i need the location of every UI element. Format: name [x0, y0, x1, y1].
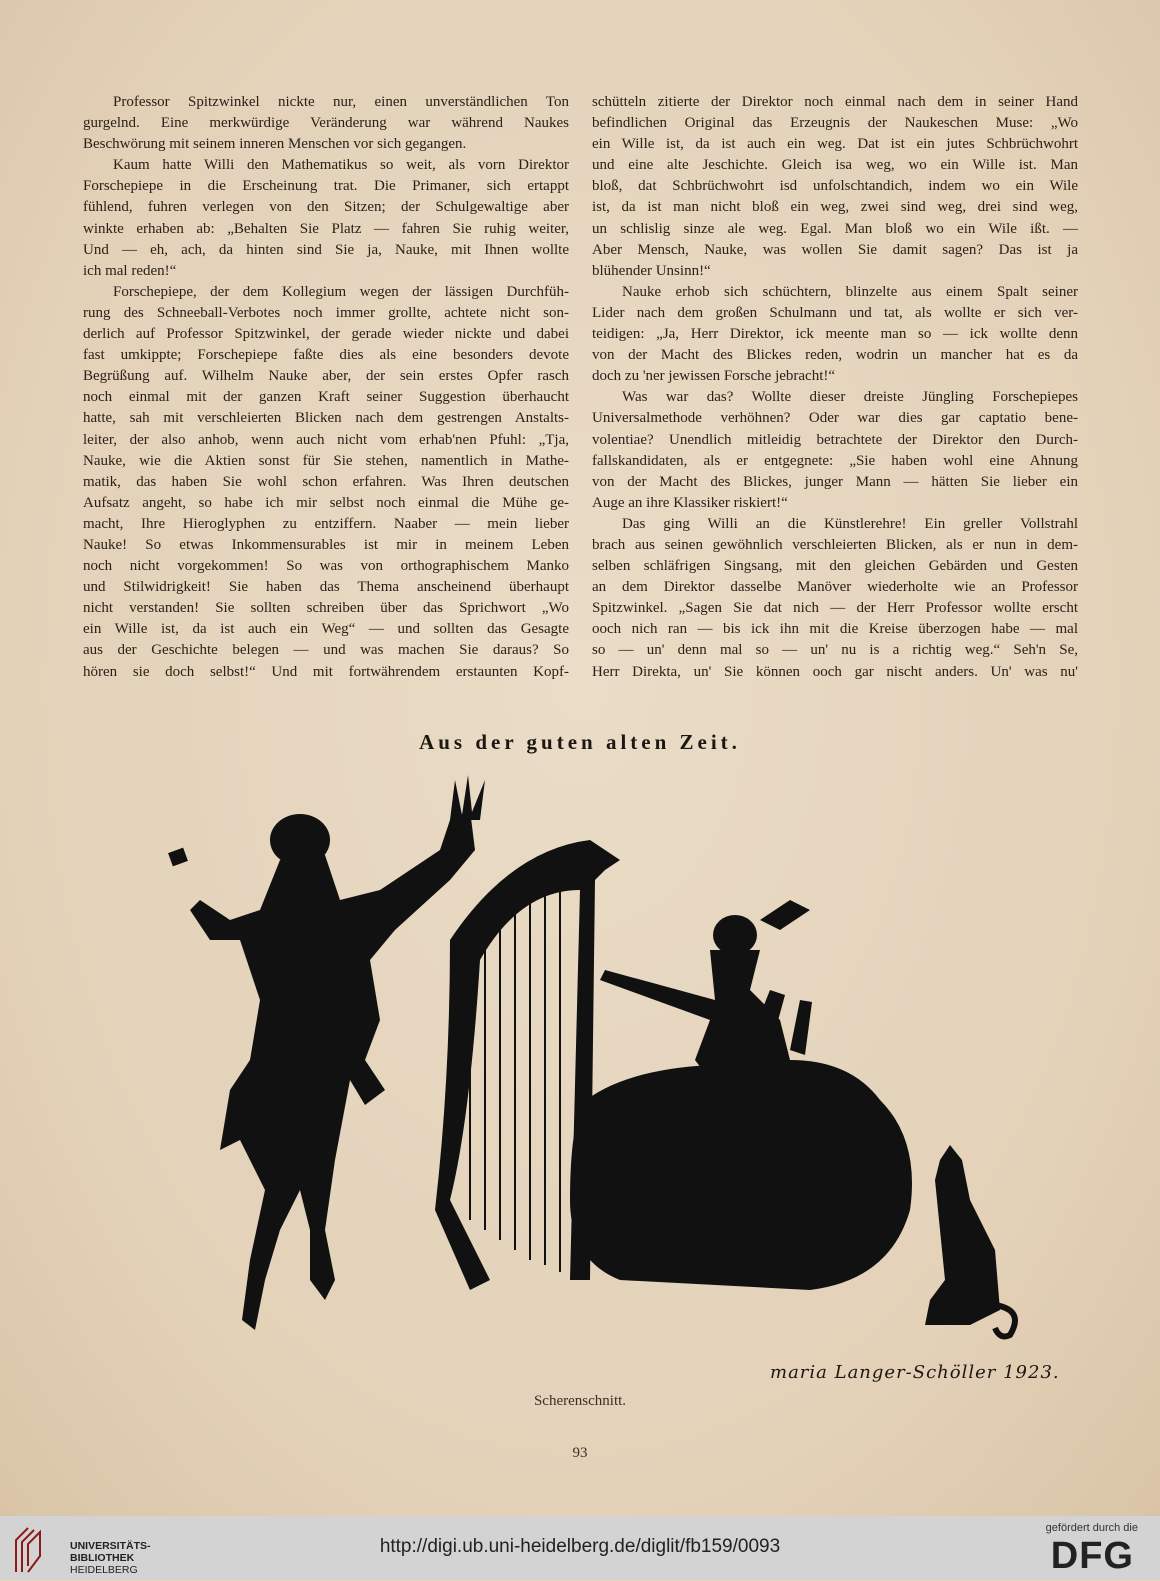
- text-line: bloß, dat Schbrüchwohrt isd unfolschtandich, indem wo ein Wile: [592, 178, 1078, 195]
- dog-silhouette: [925, 1145, 1015, 1336]
- text-line: brach aus seinen gewöhnlich verschleierten Blicken, als er nun in dem-: [592, 536, 1078, 553]
- library-name-line3: HEIDELBERG: [70, 1564, 138, 1576]
- illustration-caption: Scherenschnitt.: [533, 1393, 627, 1409]
- text-line: Nauke! So etwas Inkommensurables ist mir in meinem Leben: [83, 536, 569, 553]
- text-line: an dem Direktor dasselbe Manöver wiederholte wie an Professor: [592, 579, 1078, 596]
- text-line: blühender Unsinn!“: [592, 262, 711, 279]
- text-line: Herr Direkta, un' Sie können ooch gar nischt anders. Un' was nu': [592, 663, 1078, 680]
- text-line: Forschepiepe, der dem Kollegium wegen der lässigen Durchfüh-: [113, 283, 569, 300]
- text-line: Universalmethode verhöhnen? Oder war dies gar captatio bene-: [592, 410, 1078, 427]
- text-line: Lider nach dem großen Schulmann und tat, als wollte er sich ver-: [592, 304, 1078, 321]
- text-line: gurgelnd. Eine merkwürdige Veränderung war während Naukes: [83, 115, 569, 132]
- artist-signature: maria Langer-Schöller 1923.: [770, 1362, 1060, 1383]
- text-line: Das ging Willi an die Künstlerehre! Ein greller Vollstrahl: [622, 515, 1078, 532]
- text-line: winkte erhaben ab: „Behalten Sie Platz — fahren Sie ruhig weiter,: [83, 220, 569, 237]
- text-line: volentiae? Unendlich mitleidig betrachtete der Direktor den Durch-: [592, 431, 1078, 448]
- text-line: Auge an ihre Klassiker riskiert!“: [592, 494, 788, 511]
- text-line: macht, Ihre Hieroglyphen zu entziffern. Naaber — mein lieber: [83, 515, 569, 532]
- text-line: hören sie doch selbst!“ Und mit fortwährendem erstaunten Kopf-: [83, 663, 569, 680]
- text-line: Kaum hatte Willi den Mathematikus so weit, als vorn Direktor: [113, 157, 569, 174]
- library-name-line2: BIBLIOTHEK: [70, 1552, 135, 1564]
- text-line: aus der Geschichte belegen — und was machen Sie daraus? So: [83, 642, 569, 659]
- library-name-line1: UNIVERSITÄTS-: [70, 1540, 151, 1552]
- text-line: nicht verstanden! Sie sollten schreiben über das Sprichwort „Wo: [83, 600, 569, 617]
- text-line: Aber Mensch, Nauke, was wollen Sie damit sagen? Das ist ja: [592, 241, 1078, 258]
- text-line: derlich auf Professor Spitzwinkel, der gerade wieder nickte und dabei: [83, 326, 569, 343]
- text-line: von der Macht des Blickes reden, wodrin un mancher hat es da: [592, 347, 1078, 364]
- text-line: Begrüßung auf. Wilhelm Nauke aber, der sein erstes Opfer rasch: [83, 368, 569, 385]
- text-line: Aufsatz angeht, so habe ich mir selbst noch einmal die Mühe ge-: [83, 494, 569, 511]
- text-line: rung des Schneeball-Verbotes noch immer grollte, achtete nicht son-: [83, 304, 569, 321]
- text-line: so — un' denn mal so — un' nu is a richtig weg.“ Seh'n Se,: [592, 642, 1078, 659]
- dfg-logo[interactable]: DFG: [1050, 1535, 1134, 1577]
- text-line: selben schläfrigen Singsang, mit den gleichen Gebärden und Gesten: [592, 558, 1078, 575]
- text-line: Beschwörung mit seinem inneren Menschen vor sich gegangen.: [83, 136, 467, 153]
- text-line: und Stilwidrigkeit! Sie haben das Thema anscheinend überhaupt: [83, 579, 569, 596]
- text-line: noch einmal mit der ganzen Kraft seiner Suggestion überhaucht: [83, 389, 569, 406]
- text-column-right: [592, 92, 1078, 683]
- text-line: Forschepiepe in die Erscheinung trat. Die Primaner, sich ertappt: [83, 178, 569, 195]
- text-line: Professor Spitzwinkel nickte nur, einen unverständlichen Ton: [113, 94, 569, 110]
- text-line: fühlend, fuhren verlegen von den Sitzen; der Schulgewaltige aber: [83, 199, 569, 216]
- text-column-left: [83, 92, 569, 683]
- text-line: fast umkippte; Forschepiepe faßte dies als eine besonders devote: [83, 347, 569, 364]
- silhouette-illustration: [150, 760, 1030, 1360]
- text-line: ein Wille ist, da ist auch ein Weg“ — und sollten das Gesagte: [83, 621, 569, 638]
- text-line: hatte, sah mit verschleierten Blicken nach dem gestrengen Anstalts-: [83, 410, 569, 427]
- harpist-lady-silhouette: [570, 900, 912, 1290]
- text-line: ist, da ist man nicht bloß ein weg, zwei sind weg, drei sind weg,: [592, 199, 1078, 216]
- footer-bar: [0, 1516, 1160, 1580]
- text-line: Und — eh, ach, da hinten sind Sie ja, Nauke, mit Ihnen wollte: [83, 241, 569, 258]
- funding-label: gefördert durch die: [1045, 1522, 1138, 1534]
- text-line: fallskandidaten, als er entgegnete: „Sie haben wohl eine Ahnung: [592, 452, 1078, 469]
- text-line: noch nicht vorgekommen! So was von orthographischem Manko: [83, 558, 569, 575]
- text-line: ich mal reden!“: [83, 262, 177, 279]
- illustration-title: Aus der guten alten Zeit.: [419, 730, 741, 754]
- text-line: Spitzwinkel. „Sagen Sie dat nich — der Herr Professor wollte erscht: [592, 600, 1078, 617]
- text-line: teidigen: „Ja, Herr Direktor, ick meente man so — ick wollte denn: [592, 326, 1078, 343]
- text-line: un schlislig sinze ale weg. Egal. Man bloß wo ein Wile ißt. —: [592, 220, 1078, 237]
- text-line: ooch nich ran — bis ick ihn mit die Kreise überzogen habe — mal: [592, 621, 1078, 638]
- text-line: von der Macht des Blickes, junger Mann — hätten Sie lieber ein: [592, 473, 1078, 490]
- text-line: ein Wille ist, da ist auch ein weg. Dat ist ein jutes Schbrüchwohrt: [592, 136, 1078, 153]
- text-line: Was war das? Wollte dieser dreiste Jüngling Forschepiepes: [622, 389, 1078, 406]
- text-line: Nauke erhob sich schüchtern, blinzelte aus einem Spalt seiner: [622, 283, 1078, 300]
- text-line: schütteln zitierte der Direktor noch einmal nach dem in seiner Hand: [592, 94, 1078, 110]
- text-line: matik, das haben Sie wohl schon erfahren. Was Ihren deutschen: [83, 473, 569, 490]
- page-number: 93: [572, 1445, 588, 1461]
- text-line: und eine alte Jeschichte. Gleich isa weg, wo ein Wille ist. Man: [592, 157, 1078, 174]
- permalink-url[interactable]: http://digi.ub.uni-heidelberg.de/diglit/fb159/0093: [379, 1536, 781, 1557]
- text-line: befindlichen Original das Erzeugnis der Naukeschen Muse: „Wo: [592, 115, 1078, 132]
- text-line: Nauke, wie die Aktien sonst für Sie stehen, namentlich in Mathe-: [83, 452, 569, 469]
- text-line: leiter, der also anhob, wenn auch nicht vom erhab'nen Pfuhl: „Tja,: [83, 431, 569, 448]
- man-silhouette: [168, 775, 485, 1330]
- text-line: doch zu 'ner jewissen Forsche jebracht!“: [592, 368, 836, 385]
